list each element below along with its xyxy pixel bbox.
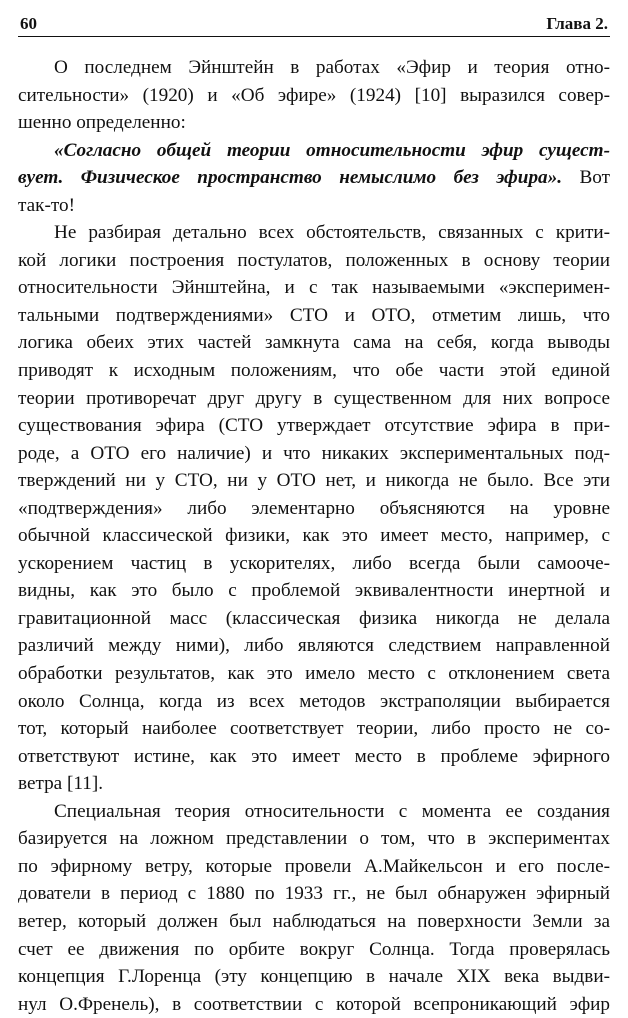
text-line [18,991,610,1018]
text-line [18,274,610,302]
text-run: тот, который наиболее соответствует теории, либо просто не со- [18,718,610,740]
text-line [18,137,610,165]
text-run: роде, а ОТО его наличие) и что никаких экспериментальных под- [18,442,610,464]
text-line [18,660,610,688]
text-run: базируется на ложном представлении о том, что в экспериментах [18,828,610,850]
text-line [18,82,610,110]
text-run: ветер, который должен был наблюдаться на поверхности Земли за [18,910,610,932]
paragraph-1 [18,54,610,137]
text-line [18,522,610,550]
text-line [18,357,610,385]
text-line [18,247,610,275]
text-run: «подтверждения» либо элементарно объясняются на уровне [18,497,610,519]
text-run: Специальная теория относительности с момента ее создания [54,800,610,822]
text-line [18,743,610,771]
text-line [18,605,610,633]
page-number: 60 [20,14,37,33]
text-run: О последнем Эйнштейн в работах «Эфир и теория отно- [54,57,610,78]
text-line [18,688,610,716]
text-line [18,936,610,964]
text-line [18,577,610,605]
text-line [18,495,610,523]
text-run: кой логики построения постулатов, положенных в основу теории [18,249,610,271]
text-line [18,109,610,137]
text-line [18,798,610,826]
text-line [18,467,610,495]
text-run: ветра [11]. [18,773,104,795]
text-line [18,908,610,936]
text-run: логика обеих этих частей замкнута сама на себя, когда выводы [18,332,610,354]
text-run: нул О.Френель), в соответствии с которой всепроникающий эфир [18,993,610,1015]
text-run: различий между ними), либо являются следствием направленной [18,635,610,657]
text-line [18,550,610,578]
text-run: ответствуют истине, как это имеет место в проблеме эфирного [18,745,610,767]
book-page [18,14,610,1018]
text-line [18,825,610,853]
text-run: теории противоречат друг другу в существенном для них вопросе [18,387,610,409]
text-run: сительности» (1920) и «Об эфире» (1924) [10] выразился совер- [18,84,610,106]
text-run: тверждений ни у СТО, ни у ОТО нет, и никогда не было. Все эти [18,470,610,492]
text-run: около Солнца, когда из всех методов экстраполяции выбирается [18,690,610,712]
text-run: тальными подтверждениями» СТО и ОТО, отметим лишь, что [18,304,610,326]
text-run: приводят к исходным положениям, что обе части этой единой [18,360,610,382]
text-line [18,302,610,330]
text-run: обычной классической физики, как это имеет место, например, с [18,525,610,547]
text-run: так-то! [18,194,75,216]
text-run: ускорением частиц в ускорителях, либо всегда были самооче- [18,552,610,574]
text-line [18,385,610,413]
text-run: обработки результатов, как это имело место с отклонением света [18,663,610,685]
paragraph-3 [18,219,610,797]
text-line [18,440,610,468]
text-run: видны, как это было с проблемой эквивалентности инертной и [18,580,610,602]
text-run: относительности Эйнштейна, и с так называемыми «эксперимен- [18,277,610,299]
text-run: Не разбирая детально всех обстоятельств, связанных с крити- [54,222,610,244]
text-line [18,412,610,440]
text-line [18,329,610,357]
text-line [18,164,610,192]
text-line [18,715,610,743]
text-run: по эфирному ветру, которые провели А.Майкельсон и его после- [18,855,610,877]
chapter-title: Глава 2. [546,14,608,33]
text-line [18,853,610,881]
text-run: дователи в период с 1880 по 1933 гг., не был обнаружен эфирный [18,883,610,905]
text-line [18,880,610,908]
text-line [18,219,610,247]
bold-italic-quote: вует. Физическое пространство немыслимо без эфира». [18,167,563,189]
paragraph-4 [18,798,610,1018]
text-line [18,632,610,660]
text-run: концепция Г.Лоренца (эту концепцию в начале XIX века выдви- [18,966,610,988]
text-run: шенно определенно: [18,112,186,134]
bold-italic-quote: «Согласно общей теории относительности эфир сущест- [54,139,610,161]
page-body [18,54,610,1018]
running-header [18,14,610,37]
text-run: счет ее движения по орбите вокруг Солнца. Тогда проверялась [18,938,610,960]
text-line [18,770,610,798]
paragraph-2 [18,137,610,220]
text-line [18,963,610,991]
text-run: гравитационной масс (классическая физика никогда не делала [18,607,610,629]
text-line [18,54,610,82]
text-run: Вот [562,167,610,189]
text-run: существования эфира (СТО утверждает отсутствие эфира в при- [18,415,610,437]
text-line [18,192,610,220]
